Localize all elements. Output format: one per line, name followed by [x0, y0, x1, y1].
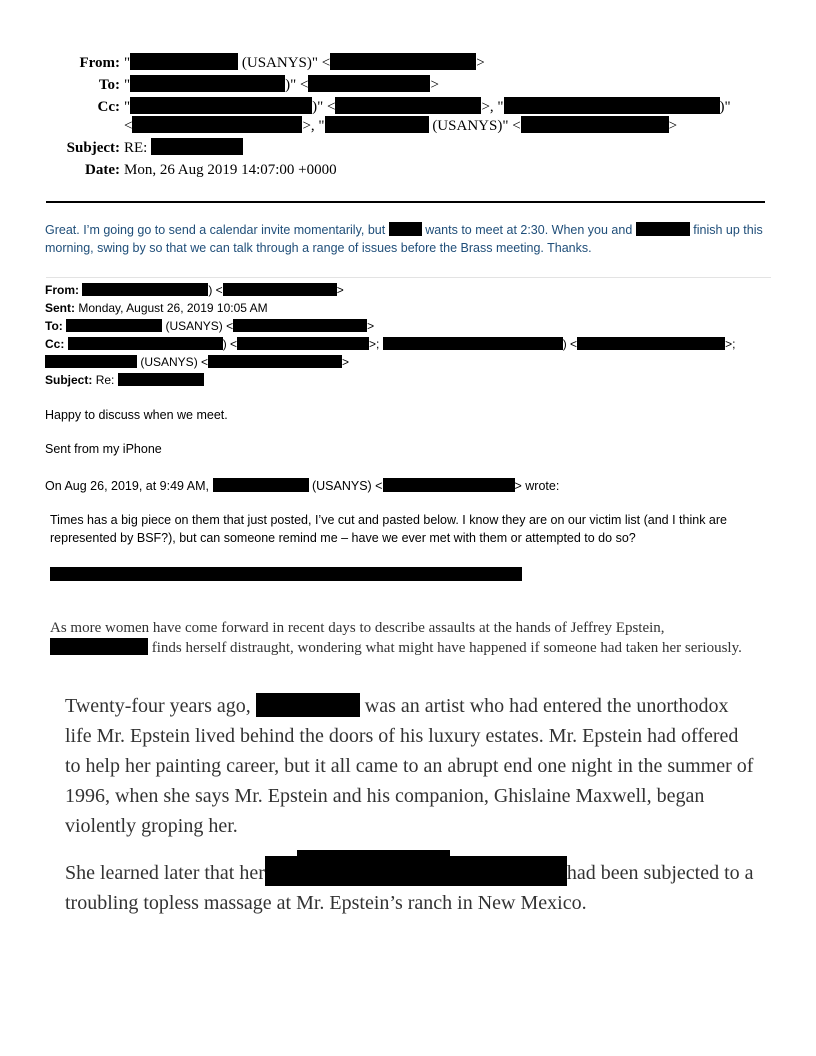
redaction: [389, 222, 422, 236]
reply-message: Great. I’m going go to send a calendar invite momentarily, but wants to meet at 2:30. When you and finish up this morning, swing by so that we can talk through a range of issues before the Brass meeting. Thanks.: [45, 223, 763, 255]
redaction: [130, 75, 285, 92]
redaction: [50, 638, 148, 655]
date-label: Date:: [85, 162, 120, 178]
date-value: Mon, 26 Aug 2019 14:07:00 +0000: [124, 162, 337, 178]
cc-value-line2: < >, " (USANYS)" < >: [124, 118, 678, 134]
redaction: [223, 283, 337, 296]
from-label: From:: [79, 55, 120, 71]
to-value: " )" < >: [124, 77, 439, 93]
fwd-to: To: (USANYS) < >: [45, 319, 375, 333]
redaction: [208, 355, 342, 368]
redaction: [151, 138, 243, 155]
redaction: [335, 97, 481, 114]
article-paragraph-2: She learned later that her had been subjected to a troubling topless massage at Mr. Epstein’s ranch in New Mexico.: [65, 856, 755, 918]
redaction: [132, 116, 302, 133]
subject-value: RE:: [124, 138, 243, 158]
article-paragraph-1: Twenty-four years ago, was an artist who had entered the unorthodox life Mr. Epstein lived behind the doors of his luxury estates. Mr. Epstein had offered to help her painting career, but it all came to an abrupt end one night in the summer of 1996, when she says Mr. Epstein and his companion, Ghislaine Maxwell, began violently groping her.: [65, 695, 754, 837]
redaction: [45, 355, 137, 368]
header-divider: [46, 201, 765, 203]
article-lead: As more women have come forward in recent days to describe assaults at the hands of Jeffrey Epstein, finds herself distraught, wondering what might have happened if someone had taken her seriously.: [50, 620, 742, 656]
redaction: [256, 693, 360, 717]
redaction: [130, 97, 312, 114]
redaction: [82, 283, 208, 296]
fwd-subject: Subject: Re:: [45, 371, 204, 389]
body-line-1: Happy to discuss when we meet.: [45, 408, 228, 422]
redaction: [330, 53, 476, 70]
redaction: [577, 337, 725, 350]
fwd-sent: Sent: Monday, August 26, 2019 10:05 AM: [45, 301, 268, 315]
body-line-2: Sent from my iPhone: [45, 442, 162, 456]
subject-label: Subject:: [66, 140, 120, 156]
redaction: [66, 319, 162, 332]
redaction: [308, 75, 430, 92]
redaction: [233, 319, 367, 332]
redaction: [383, 337, 563, 350]
redaction: [265, 856, 567, 886]
message-separator: [46, 277, 771, 278]
redaction: [68, 337, 223, 350]
cc-value-line1: " )" < >, " )": [124, 99, 731, 115]
from-value: " (USANYS)" < >: [124, 55, 485, 71]
fwd-from: From: ) < >: [45, 283, 344, 297]
wrote-line: On Aug 26, 2019, at 9:49 AM, (USANYS) < > wrote:: [45, 479, 560, 493]
redaction: [325, 116, 429, 133]
redaction: [118, 373, 204, 386]
to-label: To:: [98, 77, 120, 93]
redaction: [383, 478, 515, 492]
redaction: [521, 116, 669, 133]
fwd-cc: Cc: ) < >; ) < >;: [45, 337, 736, 351]
redacted-headline: [50, 567, 522, 581]
redaction: [237, 337, 369, 350]
redaction: [213, 478, 309, 492]
fwd-cc-line2: (USANYS) < >: [45, 353, 349, 371]
quoted-message: Times has a big piece on them that just posted, I’ve cut and pasted below. I know they are on our victim list (and I think are represented by BSF?), but can someone remind me – have we ever met with them or attempted to do so?: [50, 513, 727, 545]
redaction: [130, 53, 238, 70]
redaction: [636, 222, 690, 236]
cc-label: Cc:: [97, 99, 120, 115]
redaction: [504, 97, 720, 114]
